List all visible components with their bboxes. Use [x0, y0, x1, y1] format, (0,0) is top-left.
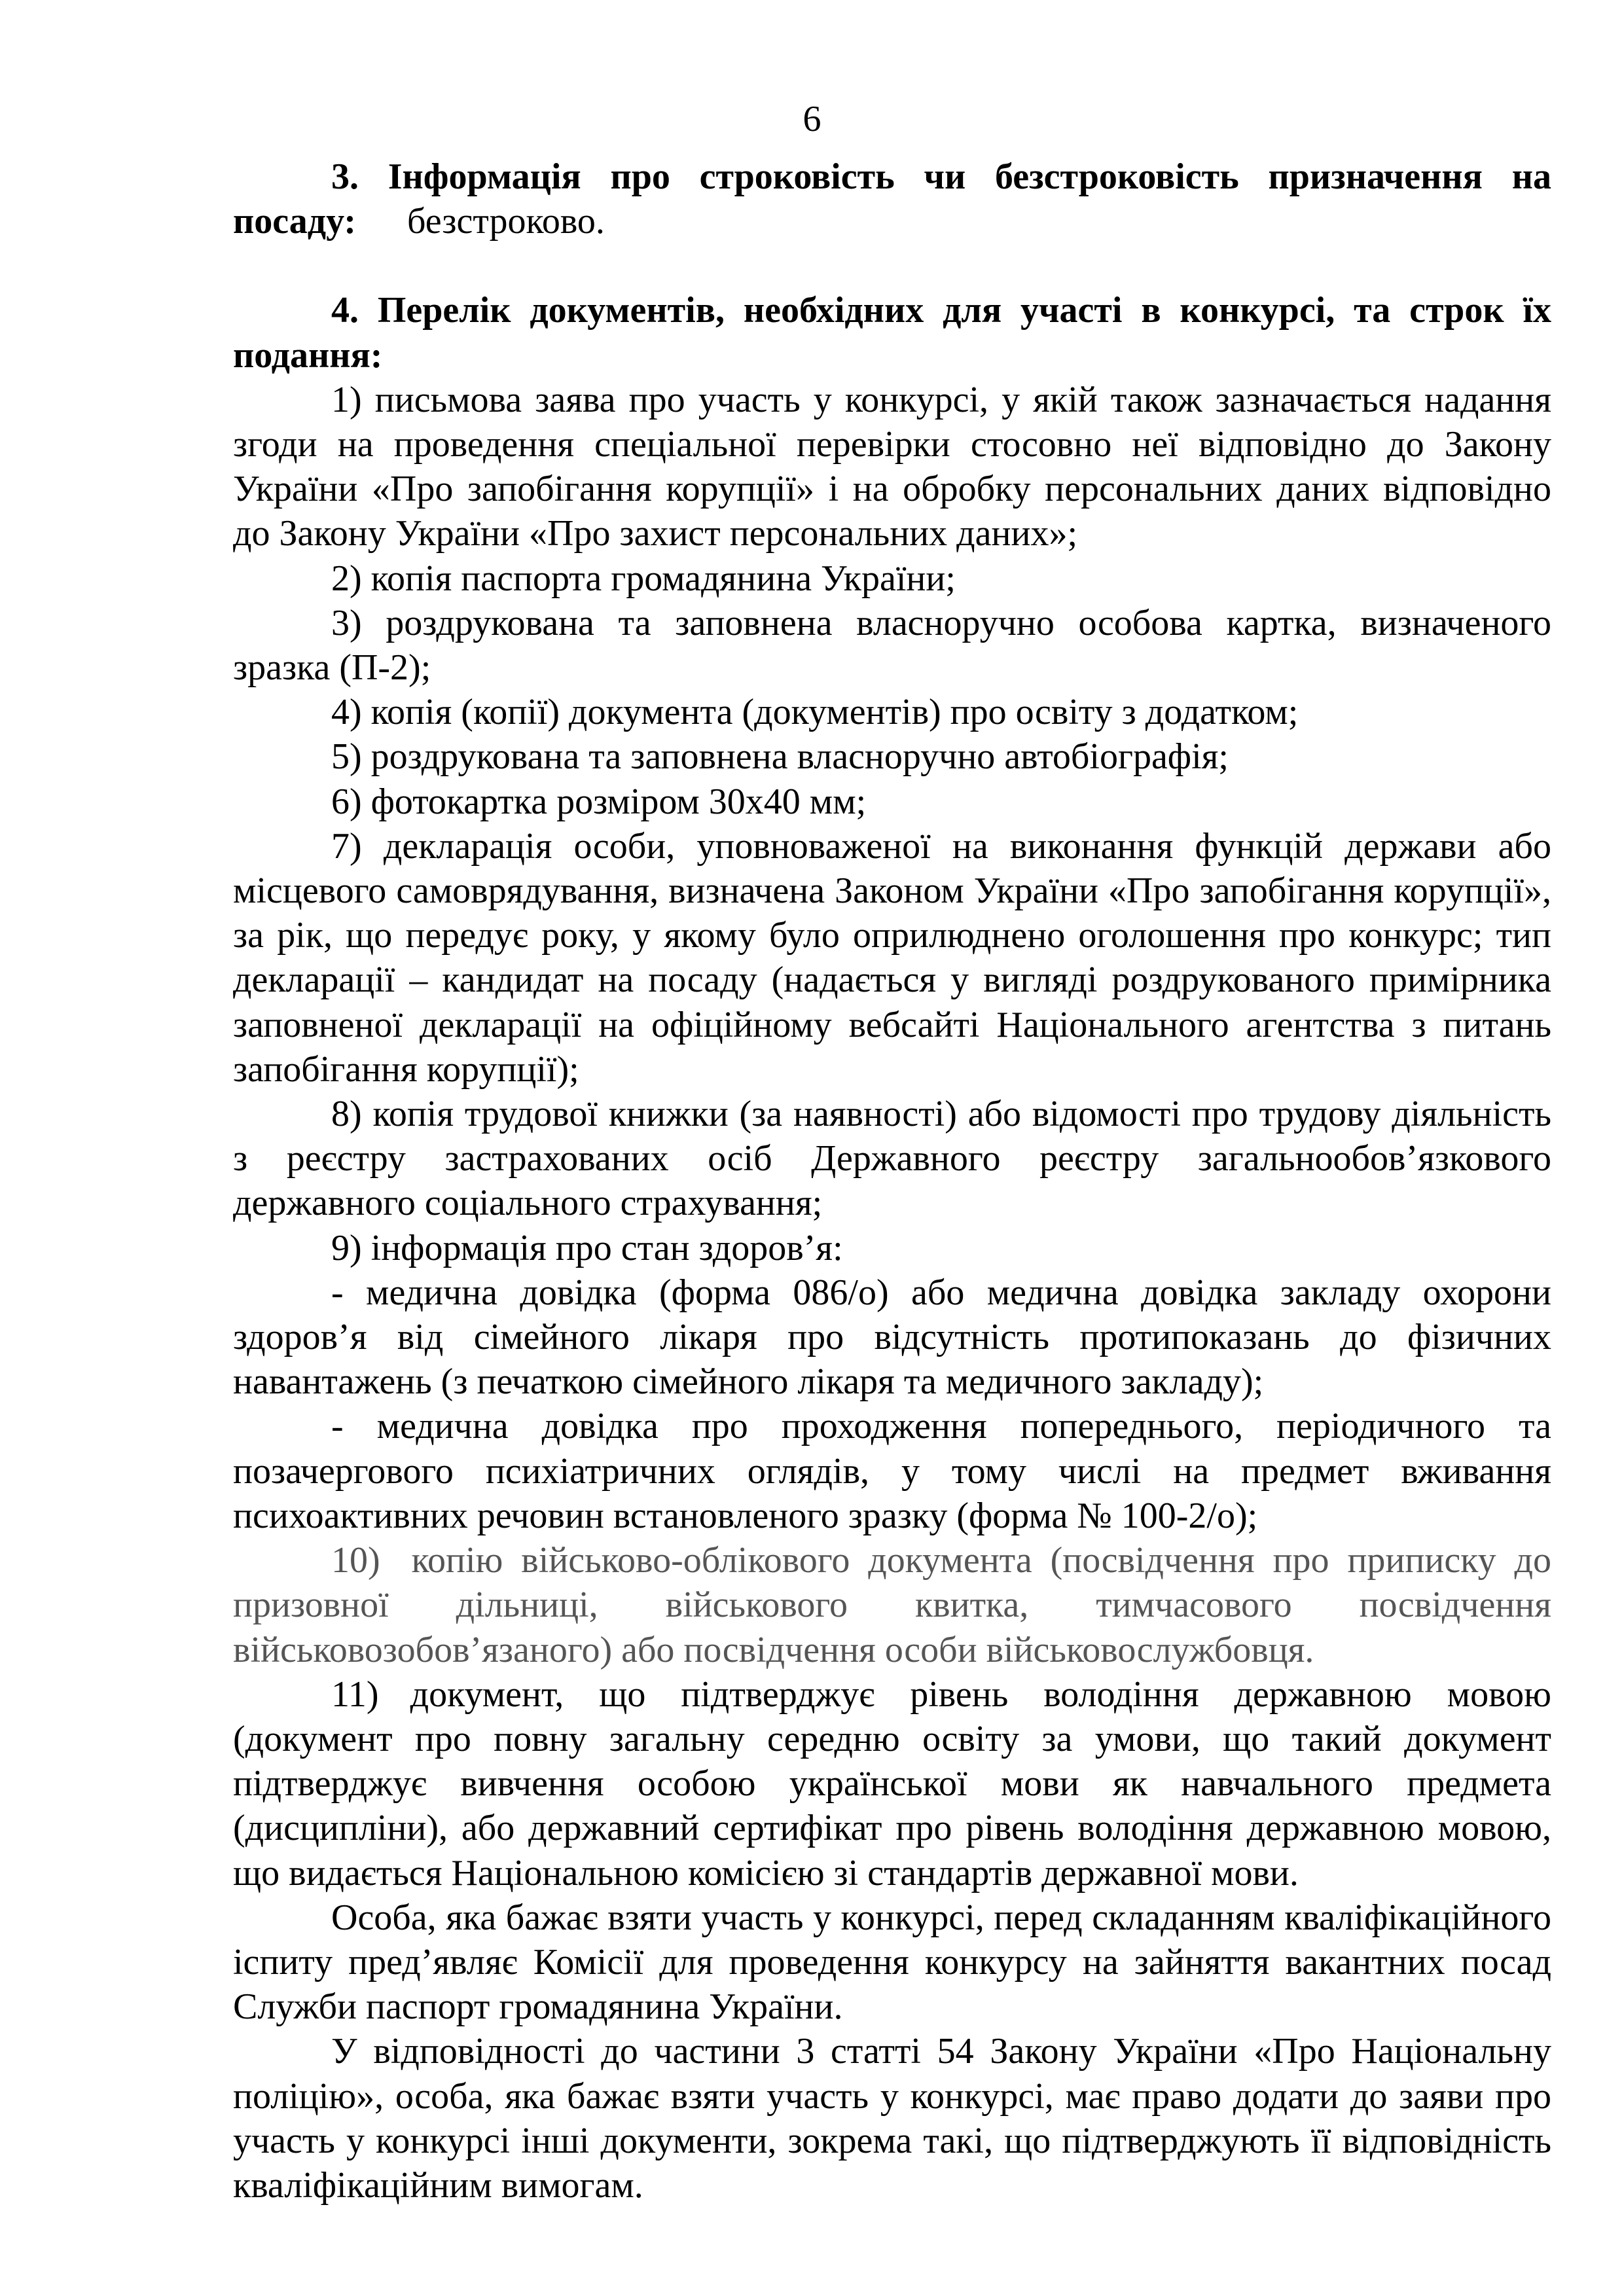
- document-item-10-text: копію військово-облікового документа (посвідчення про приписку до призовної дільниці, військового квитка, тимчасового посвідчення військовозобов’язаного) або посвідчення особи військовослужбовця.: [233, 1540, 1551, 1670]
- document-item-6: 6) фотокартка розміром 30х40 мм;: [331, 781, 867, 822]
- health-certificate-item-1: - медична довідка (форма 086/о) або медична довідка закладу охорони здоров’я від сімейного лікаря про відсутність протипоказань до фізичних навантажень (з печаткою сімейного лікаря та медичного закладу);: [233, 1272, 1551, 1403]
- section-3-heading: [233, 154, 1551, 243]
- law-paragraph: У відповідності до частини 3 статті 54 Закону України «Про Національну поліцію», особа, яка бажає взяти участь у конкурсі, має право додати до заяви про участь у конкурсі інші документи, зокрема такі, що підтверджують її відповідність кваліфікаційним вимогам.: [233, 2031, 1551, 2206]
- document-item-8: 8) копія трудової книжки (за наявності) або відомості про трудову діяльність з реєстру застрахованих осіб Державного реєстру загальнообов’язкового державного соціального страхування;: [233, 1094, 1551, 1224]
- document-item-11-number: 11): [331, 1674, 379, 1715]
- document-body: [233, 154, 1551, 2208]
- section-3-value: безстроково.: [407, 201, 605, 242]
- document-item-11-text: документ, що підтверджує рівень володіння державною мовою (документ про повну загальну середню освіту за умови, що такий документ підтверджує вивчення особою української мови як навчального предмета (дисципліни), або державний сертифікат про рівень володіння державною мовою, що видається Національною комісією зі стандартів державної мови.: [233, 1674, 1551, 1893]
- document-item-2: 2) копія паспорта громадянина України;: [331, 558, 956, 599]
- page-number: 6: [803, 99, 821, 139]
- passport-paragraph: Особа, яка бажає взяти участь у конкурсі, перед складанням кваліфікаційного іспиту пред’являє Комісії для проведення конкурсу на зайняття вакантних посад Служби паспорт громадянина України.: [233, 1897, 1551, 2028]
- document-item-4: 4) копія (копії) документа (документів) про освіту з додатком;: [331, 692, 1299, 733]
- section-spacer: [233, 243, 1551, 288]
- document-item-3: 3) роздрукована та заповнена власноручно особова картка, визначеного зразка (П-2);: [233, 602, 1551, 689]
- health-certificate-item-2: - медична довідка про проходження попереднього, періодичного та позачергового психіатричних оглядів, у тому числі на предмет вживання психоактивних речовин встановленого зразку (форма № 100-2/о);: [233, 1406, 1551, 1536]
- document-item-10: [233, 1538, 1551, 1672]
- document-item-1: 1) письмова заява про участь у конкурсі, у якій також зазначається надання згоди на проведення спеціальної перевірки стосовно неї відповідно до Закону України «Про запобігання корупції» і на обробку персональних даних відповідно до Закону України «Про захист персональних даних»;: [233, 379, 1551, 554]
- document-item-5: 5) роздрукована та заповнена власноручно автобіографія;: [331, 736, 1229, 778]
- document-item-7: 7) декларація особи, уповноваженої на виконання функцій держави або місцевого самоврядування, визначена Законом України «Про запобігання корупції», за рік, що передує року, у якому було оприлюднено оголошення про конкурс; тип декларації – кандидат на посаду (надається у вигляді роздрукованого примірника заповненої декларації на офіційному вебсайті Національного агентства з питань запобігання корупції);: [233, 825, 1551, 1090]
- document-item-10-number: 10): [331, 1540, 380, 1581]
- section-4-heading: 4. Перелік документів, необхідних для участі в конкурсі, та строк їх подання:: [233, 290, 1551, 376]
- document-item-9: 9) інформація про стан здоров’я:: [331, 1227, 843, 1268]
- section-3-title: 3. Інформація про строковість чи безстроковість призначення на посаду:: [233, 156, 1551, 242]
- document-item-11: [233, 1672, 1551, 1895]
